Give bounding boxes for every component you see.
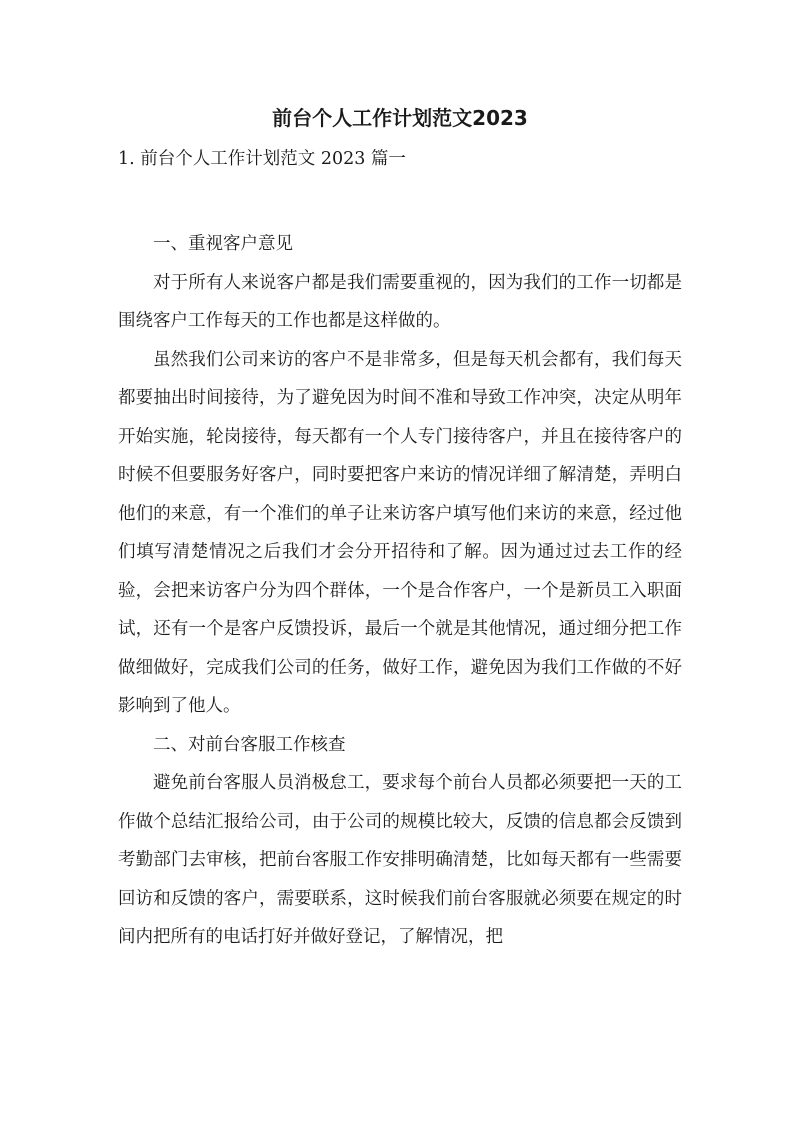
paragraph: 虽然我们公司来访的客户不是非常多，但是每天机会都有，我们每天都要抽出时间接待，为了避免因为时间不准和导致工作冲突，决定从明年开始实施，轮岗接待，每天都有一个人专门接待客户，并且在接待客户的时候不但要服务好客户，同时要把客户来访的情况详细了解清楚，弄明白他们的来意，有一个准们的单子让来访客户填写他们来访的来意，经过他们填写清楚情况之后我们才会分开招待和了解。因为通过过去工作的经验，会把来访客户分为四个群体，一个是合作客户，一个是新员工入职面试，还有一个是客户反馈投诉，最后一个就是其他情况，通过细分把工作做细做好，完成我们公司的任务，做好工作，避免因为我们工作做的不好影响到了他人。 xyxy=(118,349,682,716)
heading-customer-feedback: 一、重视客户意见 xyxy=(153,234,293,254)
paragraph: 对于所有人来说客户都是我们需要重视的，因为我们的工作一切都是围绕客户工作每天的工作也都是这样做的。 xyxy=(118,272,682,331)
paragraph: 避免前台客服人员消极怠工，要求每个前台人员都必须要把一天的工作做个总结汇报给公司，由于公司的规模比较大，反馈的信息都会反馈到考勤部门去审核，把前台客服工作安排明确清楚，比如每天都有一些需要回访和反馈的客户，需要联系，这时候我们前台客服就必须要在规定的时间内把所有的电话打好并做好登记，了解情况，把 xyxy=(118,773,682,947)
document-body xyxy=(118,225,682,957)
heading-front-desk-review: 二、对前台客服工作核查 xyxy=(153,734,346,755)
section-title: 1. 前台个人工作计划范文 2023 篇一 xyxy=(118,149,406,169)
document-title: 前台个人工作计划范文2023 xyxy=(272,106,528,130)
